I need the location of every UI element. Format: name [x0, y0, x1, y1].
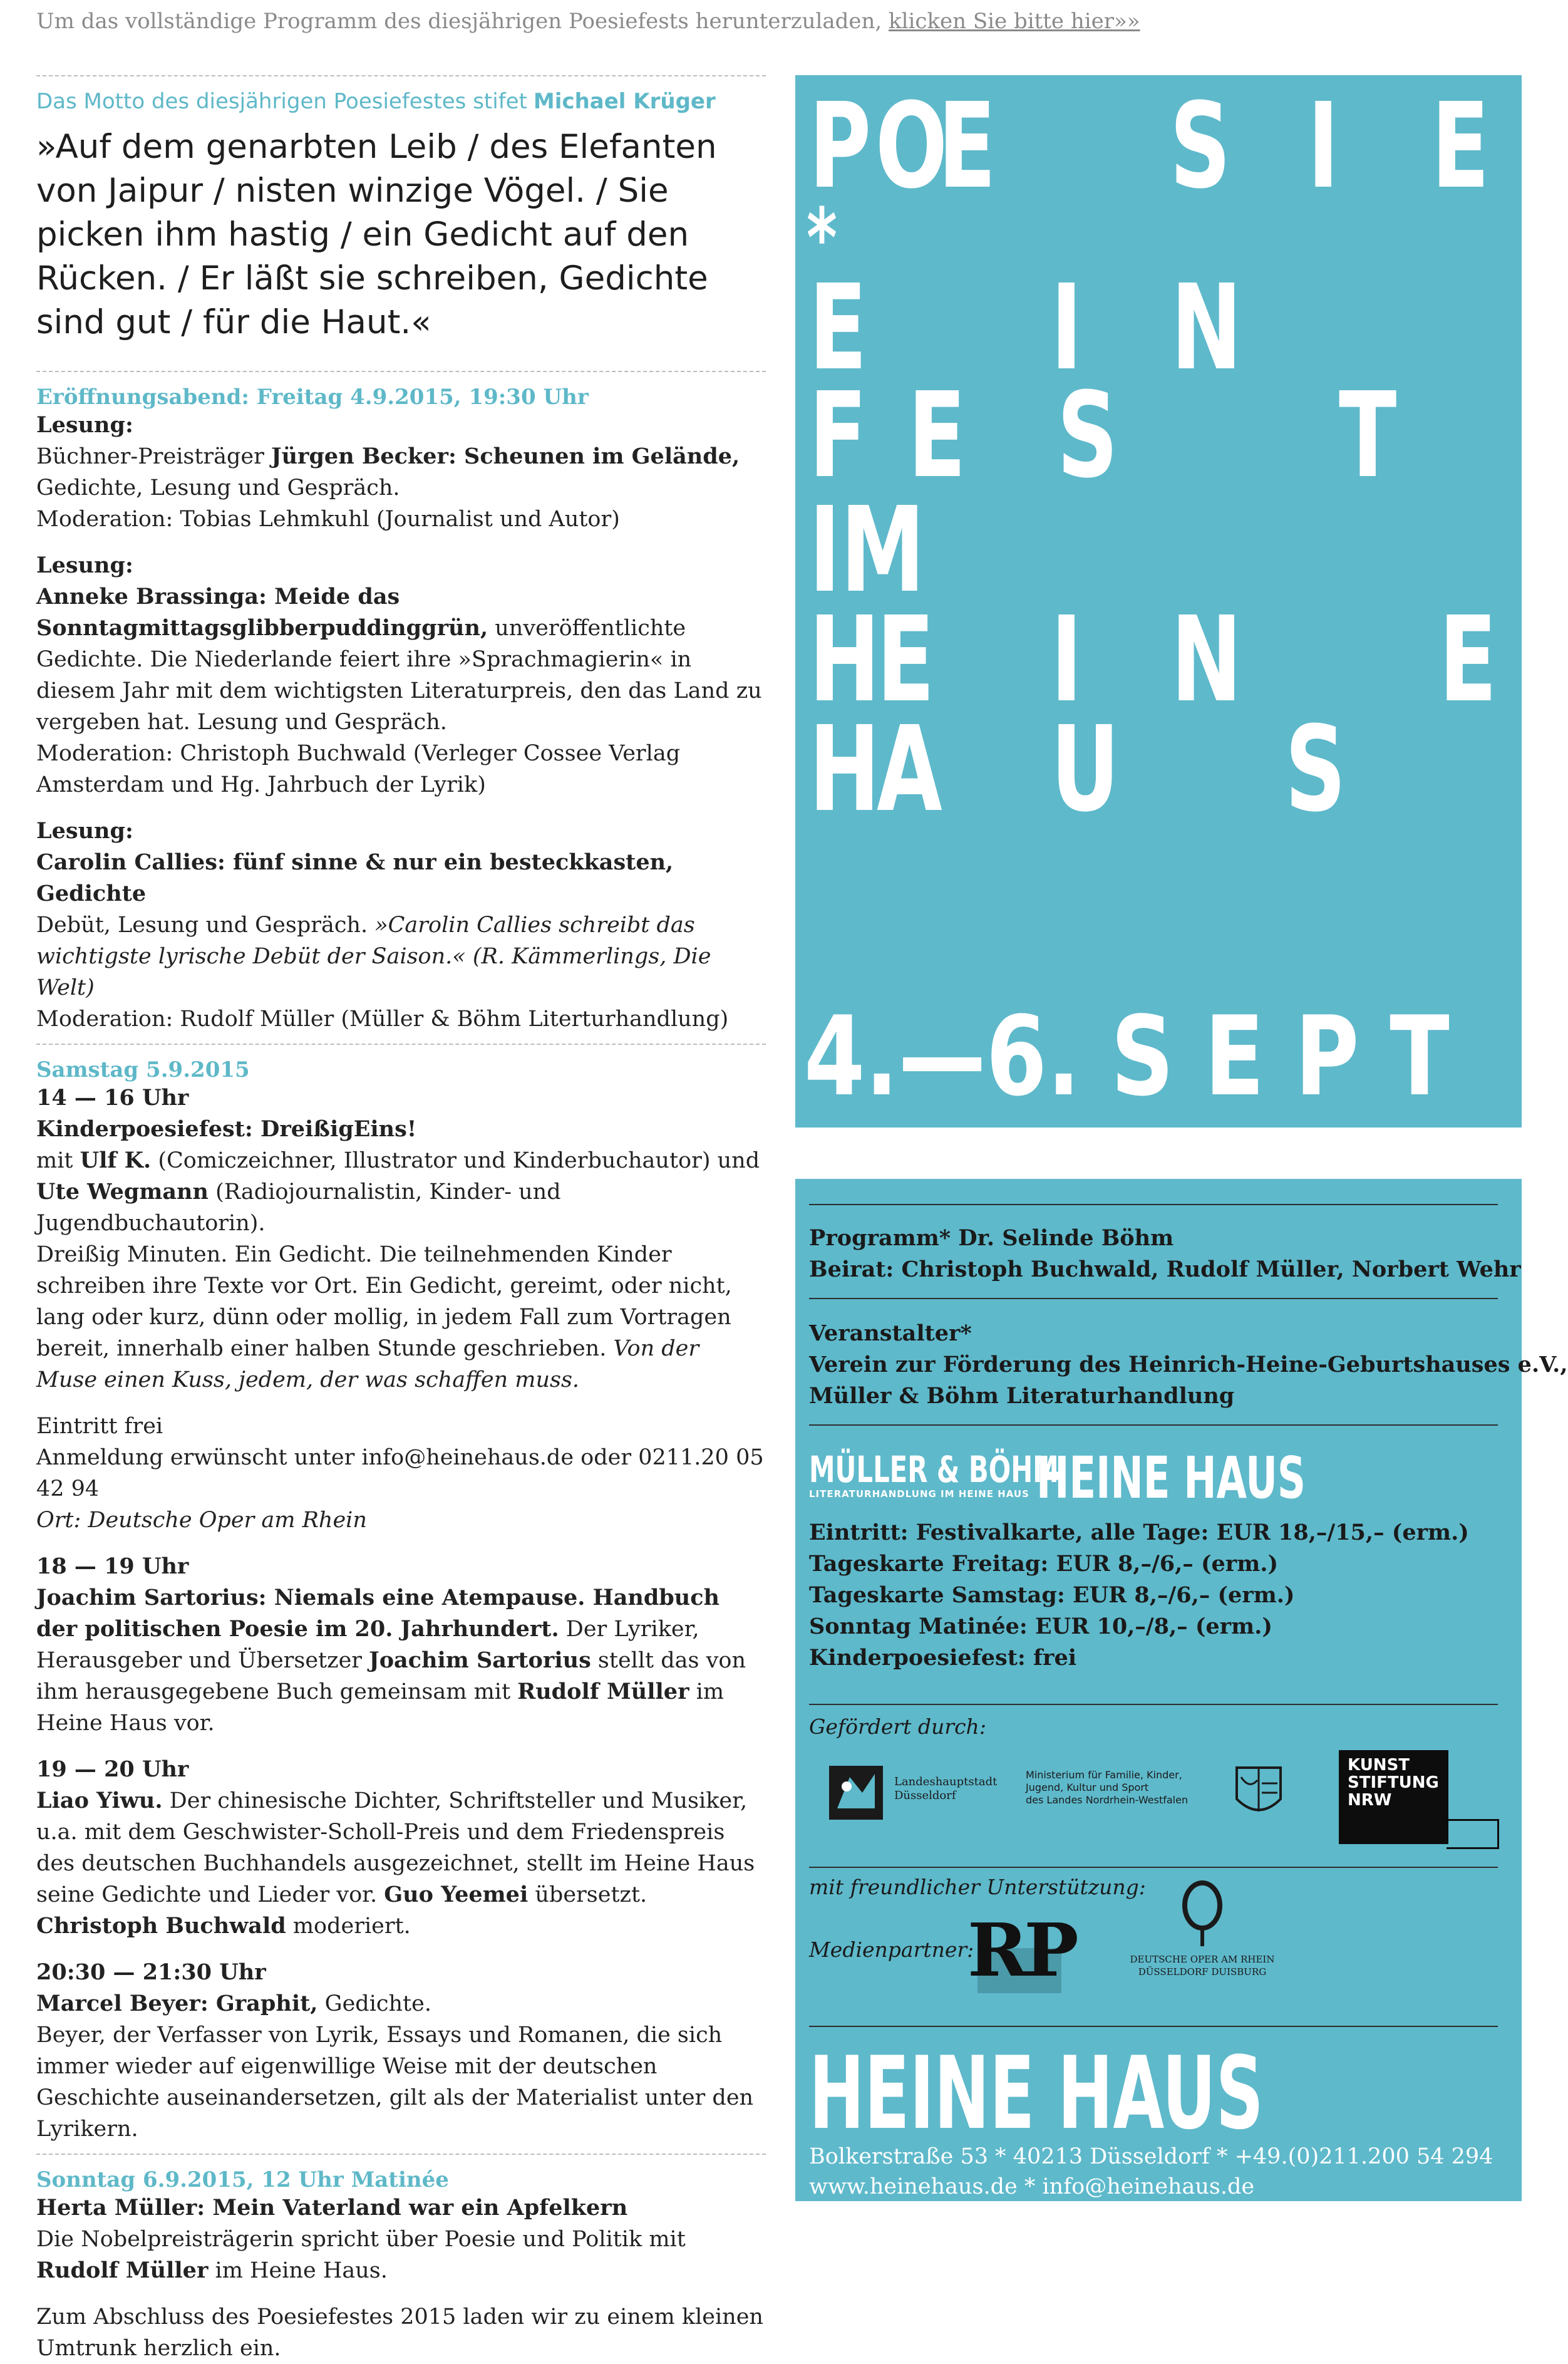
closing-note: Zum Abschluss des Poesiefestes 2015 laden wir zu einem kleinen Umtrunk herzlich ein. — [36, 2304, 763, 2361]
event-time: 14 — 16 Uhr — [36, 1085, 189, 1111]
divider — [809, 1204, 1498, 1205]
price-item: Tageskarte Freitag: EUR 8,–/6,– (erm.) — [809, 1551, 1279, 1577]
poster-letter: E — [938, 78, 996, 215]
sponsor-ministerium — [1026, 1769, 1188, 1807]
name: Ute Wegmann — [36, 1179, 209, 1205]
poster-letter: E — [908, 367, 966, 504]
divider — [36, 371, 766, 372]
motto-quote: »Auf dem genarbten Leib / des Elefanten von Jaipur / nisten winzige Vögel. / Sie picken ihm hastig / ein Gedicht auf den Rücken. / Er läßt sie schreiben, Gedichte sind gut / für die Haut.« — [36, 128, 717, 341]
address: Bolkerstraße 53 * 40213 Düsseldorf * +49.(0)211.200 54 294 — [809, 2144, 1493, 2169]
saturday-section — [36, 1057, 766, 2145]
entry-info: Eintritt frei — [36, 1414, 163, 1439]
logo-subtitle: LITERATURHANDLUNG IM HEINE HAUS — [809, 1488, 1029, 1500]
event-title: Joachim Sartorius: Niemals eine Atempause. Handbuch der politischen Poesie im 20. Jahrhundert. — [36, 1585, 720, 1642]
program-credit: Programm* Dr. Selinde Böhm — [809, 1225, 1174, 1251]
logo-line: STIFTUNG — [1348, 1773, 1439, 1792]
festival-info-box — [795, 1179, 1568, 2201]
text: (Comiczeichner, Illustrator und Kinderbuchautor) und — [151, 1148, 760, 1173]
poster-letter: N — [1171, 259, 1242, 397]
poster-letter: I — [1308, 78, 1339, 215]
text: moderiert. — [286, 1914, 411, 1939]
text: Beyer, der Verfasser von Lyrik, Essays und Romanen, die sich immer wieder auf eigenwillige Weise mit der deutschen Geschichte auseinandersetzen, gilt als der Materialist unter den Lyrikern. — [36, 2023, 754, 2142]
reading-label: Lesung: — [36, 818, 133, 844]
event-beyer — [36, 1957, 766, 2145]
poster-date: 4.—6. S E P T — [804, 993, 1450, 1121]
name: Ulf K. — [80, 1148, 152, 1173]
text: Debüt, Lesung und Gespräch. — [36, 913, 375, 938]
organizer-name: Müller & Böhm Literaturhandlung — [809, 1383, 1235, 1409]
oper-line: DEUTSCHE OPER AM RHEIN — [1130, 1954, 1275, 1965]
event-time: 20:30 — 21:30 Uhr — [36, 1959, 266, 1985]
reading-2 — [36, 550, 766, 801]
text: Der Lyriker, Herausgeber und Übersetzer — [36, 1617, 699, 1673]
name: Rudolf Müller — [36, 2258, 209, 2283]
reading-label: Lesung: — [36, 412, 133, 438]
program-column — [36, 75, 766, 2364]
price-item: Tageskarte Samstag: EUR 8,–/6,– (erm.) — [809, 1582, 1295, 1608]
divider — [809, 1298, 1498, 1299]
funded-by-label: Gefördert durch: — [809, 1714, 986, 1739]
event-title: Liao Yiwu. — [36, 1788, 163, 1813]
reading-title: Anneke Brassinga: Meide das Sonntagmittagsglibberpuddinggrün, — [36, 584, 488, 641]
rp-logo — [967, 1908, 1075, 1993]
kunststiftung-logo-frame — [1447, 1819, 1499, 1849]
sponsor-line: des Landes Nordrhein-Westfalen — [1026, 1794, 1189, 1806]
media-partner-label: Medienpartner: — [809, 1937, 974, 1962]
text: Gedichte. — [317, 1991, 431, 2016]
motto-author: Michael Krüger — [533, 89, 716, 114]
poster-asterisk: * — [807, 190, 837, 286]
poster-letter: A — [877, 701, 942, 838]
poster-letter: T — [1339, 367, 1397, 504]
poster-letter: N — [1171, 591, 1242, 728]
text: Dreißig Minuten. Ein Gedicht. Die teilnehmenden Kinder schreiben ihre Texte vor Ort. Ein Gedicht, gereimt, oder nicht, lang oder kurz, dünn oder mollig, in jedem Fall zum Vortragen bereit, innerhalb einer halben Stunde geschrieben. — [36, 1242, 732, 1361]
poster-letter: S — [1057, 367, 1118, 504]
poster-letter: E — [1439, 591, 1497, 728]
motto-intro — [36, 89, 766, 114]
poster-letter: O — [875, 78, 948, 215]
poster-letter: S — [1170, 78, 1231, 215]
divider — [36, 1044, 766, 1045]
friday-section — [36, 385, 766, 1035]
press-quote: »Carolin Callies schreibt das wichtigste lyrische Debüt der Saison.« (R. Kämmerlings, Die Welt) — [36, 913, 711, 1000]
motto-intro-text: Das Motto des diesjährigen Poesiefestes stifet — [36, 89, 527, 114]
reading-1 — [36, 410, 766, 535]
poster-letter: E — [809, 259, 867, 397]
sponsor-line: Ministerium für Familie, Kinder, — [1026, 1769, 1182, 1781]
event-time: 18 — 19 Uhr — [36, 1553, 189, 1579]
divider — [809, 1424, 1498, 1426]
event-sartorius — [36, 1551, 766, 1739]
text: unveröffentlichte Gedichte. Die Niederlande feiert ihre »Sprachmagierin« in diesem Jahr mit dem wichtigsten Literaturpreis, den das Land zu vergeben hat. Lesung und Gespräch. — [36, 616, 762, 735]
poster-letter: F — [809, 367, 867, 504]
sponsor-duesseldorf — [894, 1775, 997, 1803]
event-liao-yiwu — [36, 1754, 766, 1942]
text: Der chinesische Dichter, Schriftsteller und Musiker, u.a. mit dem Geschwister-Scholl-Preis und dem Friedenspreis des deutschen Buchhandels ausgezeichnet, stellt im Heine Haus seine Gedichte und Lieder vor. — [36, 1788, 755, 1907]
festival-poster — [795, 75, 1522, 1128]
name: Guo Yeemei — [384, 1882, 529, 1907]
poster-letter: S — [1285, 701, 1346, 838]
poster-letter: P — [809, 78, 872, 215]
poster-letter: U — [1051, 701, 1120, 838]
venue: Ort: Deutsche Oper am Rhein — [36, 1508, 367, 1533]
organizer-name: Verein zur Förderung des Heinrich-Heine-Geburtshauses e.V., — [809, 1352, 1568, 1377]
sponsor-line: Jugend, Kultur und Sport — [1026, 1781, 1149, 1793]
event-herta-mueller — [36, 2192, 766, 2286]
price-item: Sonntag Matinée: EUR 10,–/8,– (erm.) — [809, 1614, 1272, 1639]
divider — [809, 1867, 1498, 1868]
deutsche-oper-logo — [1108, 1880, 1296, 1999]
divider — [809, 1704, 1498, 1705]
kunststiftung-logo — [1339, 1750, 1448, 1844]
price-item: Eintritt: Festivalkarte, alle Tage: EUR 18,–/15,– (erm.) — [809, 1520, 1469, 1545]
divider — [36, 75, 766, 76]
oper-q-icon — [1180, 1880, 1224, 1949]
moderation: Moderation: Tobias Lehmkuhl (Journalist und Autor) — [36, 507, 620, 532]
text: Gedichte, Lesung und Gespräch. — [36, 475, 400, 500]
download-link[interactable]: klicken Sie bitte hier»» — [889, 9, 1140, 34]
download-notice — [36, 9, 1140, 34]
moderation: Moderation: Rudolf Müller (Müller & Böhm Literturhandlung) — [36, 1007, 729, 1032]
poster-letter: E — [1431, 78, 1490, 215]
sunday-section — [36, 2167, 766, 2364]
web-contact[interactable]: www.heinehaus.de * info@heinehaus.de — [809, 2174, 1255, 2199]
poster-letter: I — [1051, 259, 1083, 397]
name: Joachim Sartorius — [369, 1647, 591, 1673]
reading-title: Carolin Callies: fünf sinne & nur ein besteckkasten, Gedichte — [36, 849, 674, 906]
friday-heading: Eröffnungsabend: Freitag 4.9.2015, 19:30 Uhr — [36, 385, 589, 410]
sponsor-line: Düsseldorf — [894, 1789, 956, 1802]
rp-logo-text: RP — [967, 1908, 1075, 1993]
name: Christoph Buchwald — [36, 1913, 286, 1939]
download-text: Um das vollständige Programm des diesjährigen Poesiefests herunterzuladen, — [36, 9, 889, 34]
event-time: 19 — 20 Uhr — [36, 1756, 189, 1782]
name: Rudolf Müller — [517, 1679, 689, 1704]
text: im Heine Haus vor. — [36, 1679, 725, 1736]
support-label: mit freundlicher Unterstützung: — [809, 1875, 1146, 1899]
poster-letter: I — [1051, 591, 1083, 728]
text: stellt das von ihm herausgegebene Buch gemeinsam mit — [36, 1648, 746, 1704]
heine-haus-logo: HEINE HAUS — [1036, 1444, 1306, 1511]
text: im Heine Haus. — [208, 2258, 388, 2283]
price-item: Kinderpoesiefest: frei — [809, 1645, 1077, 1671]
moderation: Moderation: Christoph Buchwald (Verleger Cossee Verlag Amsterdam und Hg. Jahrbuch der Lyrik) — [36, 741, 681, 797]
event-title: Herta Müller: Mein Vaterland war ein Apfelkern — [36, 2195, 628, 2221]
logo-line: NRW — [1348, 1791, 1392, 1810]
duesseldorf-crest-icon — [828, 1765, 884, 1821]
logo-line: KUNST — [1348, 1756, 1410, 1775]
reading-3 — [36, 816, 766, 1035]
organizer-label: Veranstalter* — [809, 1320, 972, 1346]
board-credit: Beirat: Christoph Buchwald, Rudolf Müller, Norbert Wehr — [809, 1257, 1521, 1282]
divider — [36, 2154, 766, 2155]
logo-text: MÜLLER & BÖHM — [809, 1448, 1059, 1491]
event-title: Marcel Beyer: Graphit, — [36, 1991, 318, 2016]
poster-letter: E — [877, 591, 935, 728]
registration-info: Anmeldung erwünscht unter info@heinehaus.de oder 0211.20 05 42 94 — [36, 1445, 764, 1501]
divider — [809, 2026, 1498, 2027]
text: mit — [36, 1148, 80, 1173]
event-title: Kinderpoesiefest: DreißigEins! — [36, 1116, 417, 1142]
poster-word: IM — [809, 482, 926, 619]
poster-letter: H — [809, 701, 880, 838]
event-kinderpoesiefest — [36, 1082, 766, 1396]
poster-letter: H — [809, 591, 880, 728]
text: Die Nobelpreisträgerin spricht über Poesie und Politik mit — [36, 2227, 686, 2252]
oper-line: DÜSSELDORF DUISBURG — [1138, 1966, 1267, 1978]
reading-label: Lesung: — [36, 552, 133, 578]
text: (Radiojournalistin, Kinder- und Jugendbuchautorin). — [36, 1179, 561, 1236]
reading-title: Jürgen Becker: Scheunen im Gelände, — [271, 443, 740, 469]
text: Büchner-Preisträger — [36, 444, 272, 469]
saturday-heading: Samstag 5.9.2015 — [36, 1057, 250, 1082]
event-info — [36, 1411, 766, 1536]
text: übersetzt. — [528, 1882, 647, 1907]
sunday-heading: Sonntag 6.9.2015, 12 Uhr Matinée — [36, 2167, 449, 2192]
heine-haus-wordmark: HEINE HAUS — [809, 2035, 1264, 2152]
motto-text: Von der Muse einen Kuss, jedem, der was schaffen muss. — [36, 1336, 699, 1392]
sponsor-line: Landeshauptstadt — [894, 1775, 998, 1788]
nrw-crest-icon — [1234, 1765, 1284, 1821]
